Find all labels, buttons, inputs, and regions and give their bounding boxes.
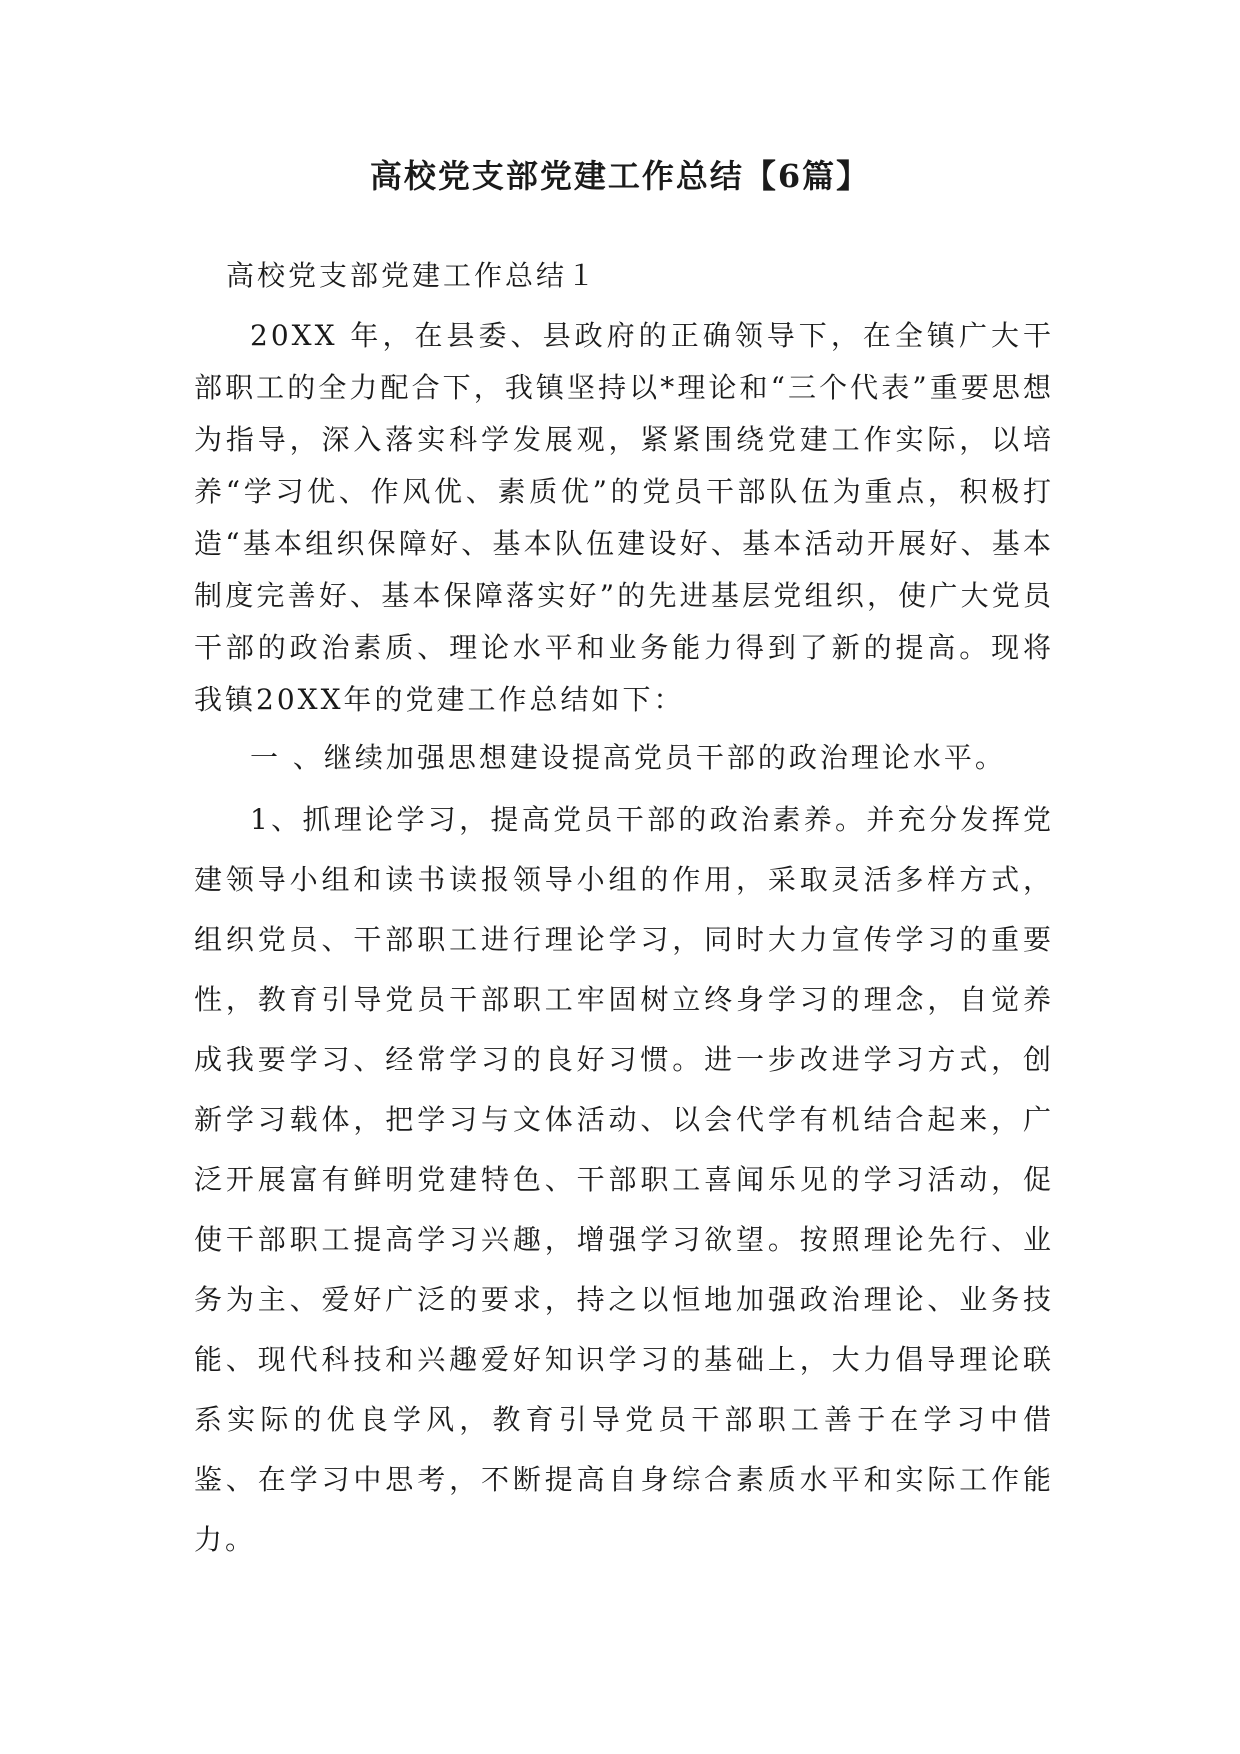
section-subheading: 高校党支部党建工作总结１ xyxy=(226,259,599,292)
paragraph-section-heading: 一 、继续加强思想建设提高党员干部的政治理论水平。 xyxy=(250,741,1006,774)
document-body xyxy=(194,250,1054,1570)
document-title: 高校党支部党建工作总结【6篇】 xyxy=(369,157,871,195)
paragraph-intro: 20XX 年，在县委、县政府的正确领导下，在全镇广大干部职工的全力配合下，我镇坚持以*理论和“三个代表”重要思想为指导，深入落实科学发展观，紧紧围绕党建工作实际，以培养“学习优、作风优、素质优”的党员干部队伍为重点，积极打造“基本组织保障好、基本队伍建设好、基本活动开展好、基本制度完善好、基本保障落实好”的先进基层党组织，使广大党员干部的政治素质、理论水平和业务能力得到了新的提高。现将我镇20XX年的党建工作总结如下： xyxy=(194,319,1054,716)
paragraph-theory-study: 1、抓理论学习，提高党员干部的政治素养。并充分发挥党建领导小组和读书读报领导小组的作用，采取灵活多样方式，组织党员、干部职工进行理论学习，同时大力宣传学习的重要性，教育引导党员干部职工牢固树立终身学习的理念，自觉养成我要学习、经常学习的良好习惯。进一步改进学习方式，创新学习载体，把学习与文体活动、以会代学有机结合起来，广泛开展富有鲜明党建特色、干部职工喜闻乐见的学习活动，促使干部职工提高学习兴趣，增强学习欲望。按照理论先行、业务为主、爱好广泛的要求，持之以恒地加强政治理论、业务技能、现代科技和兴趣爱好知识学习的基础上，大力倡导理论联系实际的优良学风，教育引导党员干部职工善于在学习中借鉴、在学习中思考，不断提高自身综合素质水平和实际工作能力。 xyxy=(194,803,1054,1556)
